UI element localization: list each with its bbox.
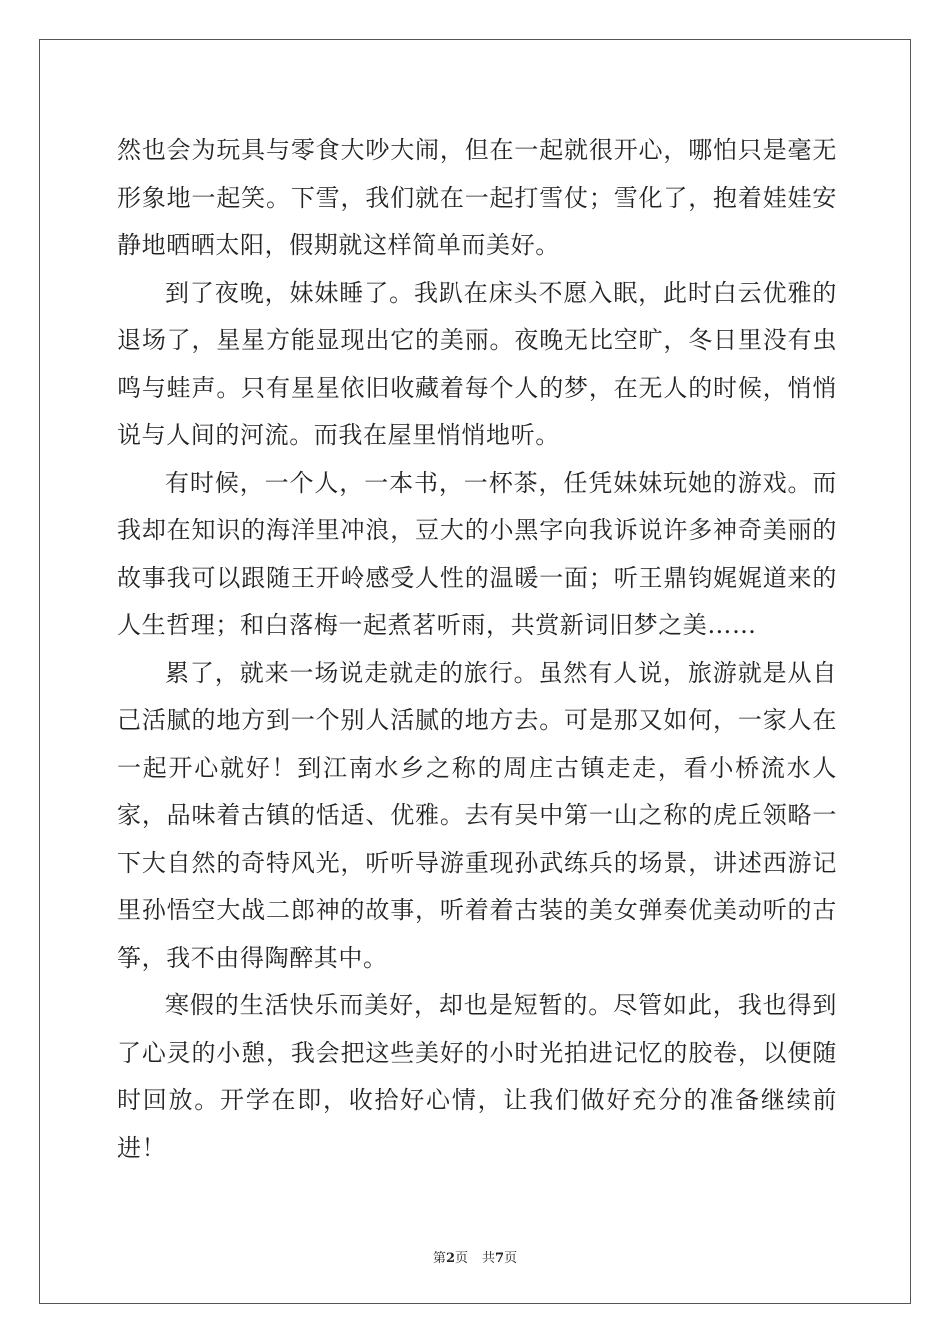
paragraph-3: 有时候，一个人，一本书，一杯茶，任凭妹妹玩她的游戏。而我却在知识的海洋里冲浪，豆大的小黑字向我诉说许多神奇美丽的故事我可以跟随王开岭感受人性的温暖一面；听王鼎钧娓娓道来的人生哲理；和白落梅一起煮茗听雨，共赏新词旧梦之美……	[117, 468, 837, 639]
page-number: 2	[445, 1251, 455, 1266]
paragraph-4: 累了，就来一场说走就走的旅行。虽然有人说，旅游就是从自己活腻的地方到一个别人活腻的地方去。可是那又如何，一家人在一起开心就好！到江南水乡之称的周庄古镇走走，看小桥流水人家，品味着古镇的恬适、优雅。去有吴中第一山之称的虎丘领略一下大自然的奇特风光，听听导游重现孙武练兵的场景，讲述西游记里孙悟空大战二郎神的故事，听着着古装的美女弹奏优美动听的古筝，我不由得陶醉其中。	[117, 658, 837, 972]
page-prefix: 第	[432, 1251, 446, 1266]
total-prefix: 共	[482, 1251, 496, 1266]
page-suffix: 页	[454, 1251, 468, 1266]
total-pages: 7	[495, 1251, 505, 1266]
document-body	[117, 127, 837, 1172]
paragraph-1: 然也会为玩具与零食大吵大闹，但在一起就很开心，哪怕只是毫无形象地一起笑。下雪，我们就在一起打雪仗；雪化了，抱着娃娃安静地晒晒太阳，假期就这样简单而美好。	[117, 136, 837, 259]
total-suffix: 页	[504, 1251, 518, 1266]
paragraph-2: 到了夜晚，妹妹睡了。我趴在床头不愿入眠，此时白云优雅的退场了，星星方能显现出它的美丽。夜晚无比空旷，冬日里没有虫鸣与蛙声。只有星星依旧收藏着每个人的梦，在无人的时候，悄悄说与人间的河流。而我在屋里悄悄地听。	[117, 278, 837, 449]
page-footer	[0, 1247, 950, 1266]
paragraph-5: 寒假的生活快乐而美好，却也是短暂的。尽管如此，我也得到了心灵的小憩，我会把这些美好的小时光拍进记忆的胶卷，以便随时回放。开学在即，收拾好心情，让我们做好充分的准备继续前进！	[117, 991, 837, 1162]
